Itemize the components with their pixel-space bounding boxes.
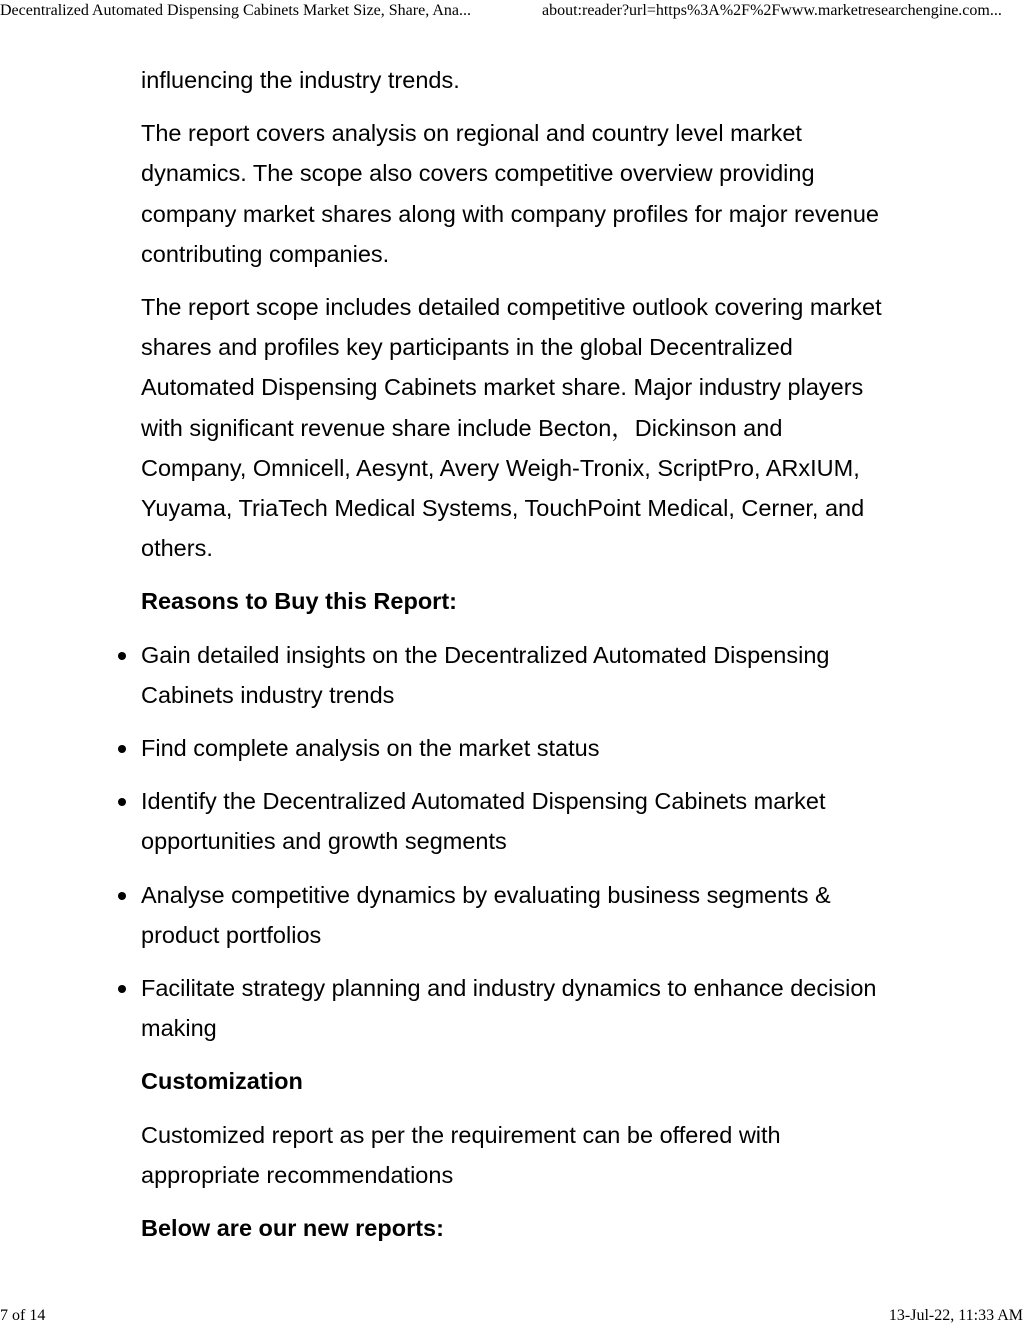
reasons-heading: Reasons to Buy this Report:	[141, 588, 457, 615]
list-item: Facilitate strategy planning and industry dynamics to enhance decision making	[141, 968, 886, 1048]
page-number: 7 of 14	[0, 1307, 46, 1324]
page-url: about:reader?url=https%3A%2F%2Fwww.marketresearchengine.com...	[542, 2, 1002, 19]
customization-heading: Customization	[141, 1068, 303, 1095]
list-item: Identify the Decentralized Automated Dispensing Cabinets market opportunities and growth segments	[141, 781, 886, 861]
print-timestamp: 13-Jul-22, 11:33 AM	[888, 1307, 1023, 1324]
paragraph-intro-end: influencing the industry trends.	[141, 67, 460, 93]
reader-article	[141, 60, 886, 1261]
paragraph-report-scope: The report scope includes detailed competitive outlook covering market shares and profiles key participants in the global Decentralized Automated Dispensing Cabinets market share. Major industry players with significant revenue share include Becton，Dickinson and Company, Omnicell, Aesynt, Avery Weigh-Tronix, ScriptPro, ARxIUM, Yuyama, TriaTech Medical Systems, TouchPoint Medical, Cerner, and others.	[141, 294, 882, 562]
paragraph-regional-analysis: The report covers analysis on regional and country level market dynamics. The scope also covers competitive overview providing company market shares along with company profiles for major revenue contributing companies.	[141, 120, 879, 267]
customization-text: Customized report as per the requirement can be offered with appropriate recommendations	[141, 1121, 781, 1188]
new-reports-heading: Below are our new reports:	[141, 1215, 444, 1242]
page-title: Decentralized Automated Dispensing Cabinets Market Size, Share, Ana...	[0, 2, 471, 19]
list-item: Analyse competitive dynamics by evaluating business segments & product portfolios	[141, 875, 886, 955]
reasons-list	[141, 635, 886, 1049]
list-item: Gain detailed insights on the Decentralized Automated Dispensing Cabinets industry trends	[141, 635, 886, 715]
list-item: Find complete analysis on the market status	[141, 728, 886, 768]
